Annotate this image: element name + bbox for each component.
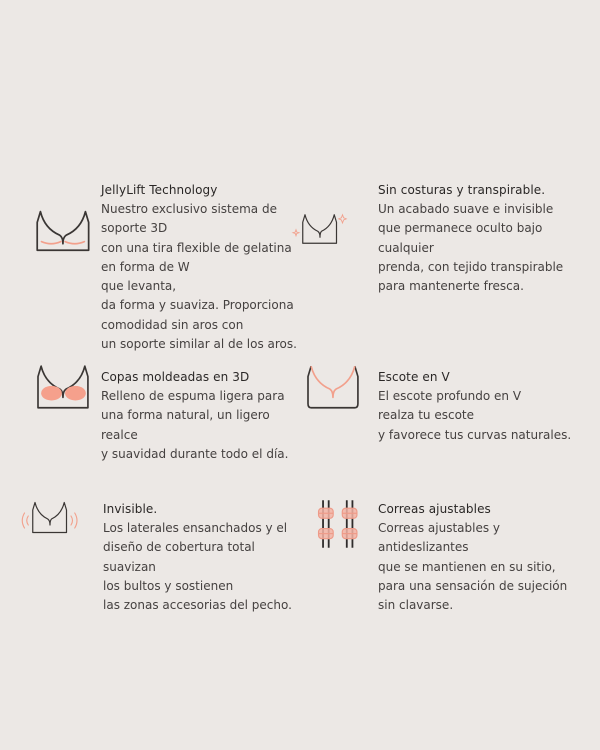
feature-description [378,387,571,445]
desc-line: un soporte similar al de los aros. [101,337,297,352]
desc-line: cualquier [378,240,434,255]
feature-title: Invisible. [103,502,158,516]
feature-title: JellyLift Technology [101,183,218,197]
feature-title: Sin costuras y transpirable. [378,183,546,197]
desc-line: Correas ajustables y [378,521,501,535]
adjustable-straps-icon [310,498,370,550]
desc-line: El escote profundo en V [378,389,522,403]
desc-line: comodidad sin aros con [101,317,244,332]
desc-line: Nuestro exclusivo sistema de [101,202,277,216]
desc-line: Los laterales ensanchados y el [103,521,288,535]
desc-line: las zonas accesorias del pecho. [103,598,292,613]
feature-description [101,387,288,464]
bra-molded-cups-icon [34,362,94,414]
desc-line: los bultos y sostienen [103,578,234,593]
bra-seamless-sparkle-icon [290,203,350,255]
feature-description [378,519,567,615]
feature-description [101,200,297,354]
desc-line: que se mantienen en su sitio, [378,559,556,574]
feature-description [378,200,563,296]
desc-line: con una tira flexible de gelatina [101,240,292,255]
bra-v-neck-icon [304,362,364,414]
desc-line: antideslizantes [378,540,469,555]
desc-line: prenda, con tejido transpirable [378,259,564,274]
feature-title: Correas ajustables [378,502,491,516]
bra-invisible-icon [20,493,80,545]
desc-line: y suavidad durante todo el día. [101,446,289,461]
desc-line: diseño de cobertura total [103,540,255,555]
desc-line: para mantenerte fresca. [378,279,524,294]
desc-line: una forma natural, un ligero [101,408,270,423]
desc-line: que permanece oculto bajo [378,221,543,236]
desc-line: para una sensación de sujeción [378,578,568,593]
desc-line: soporte 3D [101,221,168,236]
desc-line: Un acabado suave e invisible [378,202,554,216]
desc-line: da forma y suaviza. Proporciona [101,298,294,313]
desc-line: realza tu escote [378,408,474,423]
desc-line: en forma de W [101,259,190,274]
feature-title: Escote en V [378,370,450,384]
desc-line: y favorece tus curvas naturales. [378,427,572,442]
desc-line: suavizan [103,559,156,574]
desc-line: Relleno de espuma ligera para [101,389,285,403]
feature-description [103,519,292,615]
bra-jellylift-icon [34,206,94,258]
desc-line: sin clavarse. [378,598,454,613]
desc-line: que levanta, [101,279,177,294]
feature-title: Copas moldeadas en 3D [101,370,250,384]
desc-line: realce [101,427,138,442]
